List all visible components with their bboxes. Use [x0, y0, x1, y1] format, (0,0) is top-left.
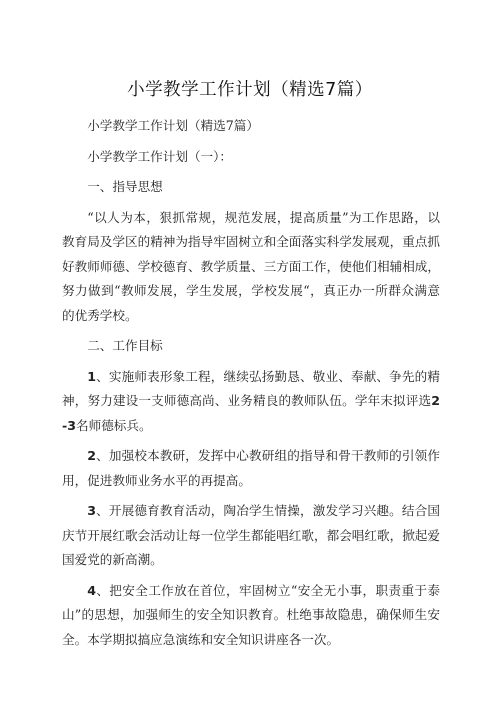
document-title: 小学教学工作计划（精选7篇）	[127, 80, 373, 100]
goal-item-4	[62, 579, 440, 653]
goal-number-range: 2-3	[62, 393, 440, 433]
subtitle-paragraph: 小学教学工作计划（精选7篇）	[87, 118, 259, 133]
goal-text: 、开展德育教育活动，陶冶学生情操，激发学习兴趣。结合国庆节开展红歌会活动让每一位学生都能唱红歌，都会唱红歌，掀起爱国爱党的新高潮。	[62, 503, 440, 567]
goal-item-2	[62, 444, 440, 493]
goal-item-1	[62, 365, 440, 439]
guiding-paragraph: “以人为本，狠抓常规，规范发展，提高质量”为工作思路，以教育局及学区的精神为指导牢固树立和全面落实科学发展观，重点抓好教师师德、学校德育、教学质量、三方面工作，使他们相辅相成，努力做到“教师发展，学生发展，学校发展“，真正办一所群众满意的优秀学校。	[62, 209, 440, 323]
goal-text: 、把安全工作放在首位，牢固树立“安全无小事，职责重于泰山”的思想，加强师生的安全知识教育。杜绝事故隐患，确保师生安全。本学期拟搞应急演练和安全知识讲座各一次。	[62, 582, 440, 647]
goal-number: 3	[87, 503, 96, 518]
goal-number: 1	[87, 368, 96, 384]
goal-text-end: 名师德标兵。	[76, 417, 152, 433]
document-body	[62, 114, 440, 658]
goal-number: 2	[87, 448, 96, 463]
section-heading-goals: 二、工作目标	[87, 338, 163, 353]
goal-item-3	[62, 499, 440, 573]
goal-text: 、加强校本教研，发挥中心教研组的指导和骨干教师的引领作用，促进教师业务水平的再提高。	[62, 448, 440, 488]
section-heading: 小学教学工作计划（一）：	[87, 148, 233, 164]
section-heading-guiding: 一、指导思想	[87, 179, 163, 194]
goal-text: 、实施师表形象工程，继续弘扬勤恳、敬业、奉献、争先的精神，努力建设一支师德高尚、业务精良的教师队伍。学年末拟评选	[62, 368, 440, 408]
goal-number: 4	[87, 582, 96, 598]
